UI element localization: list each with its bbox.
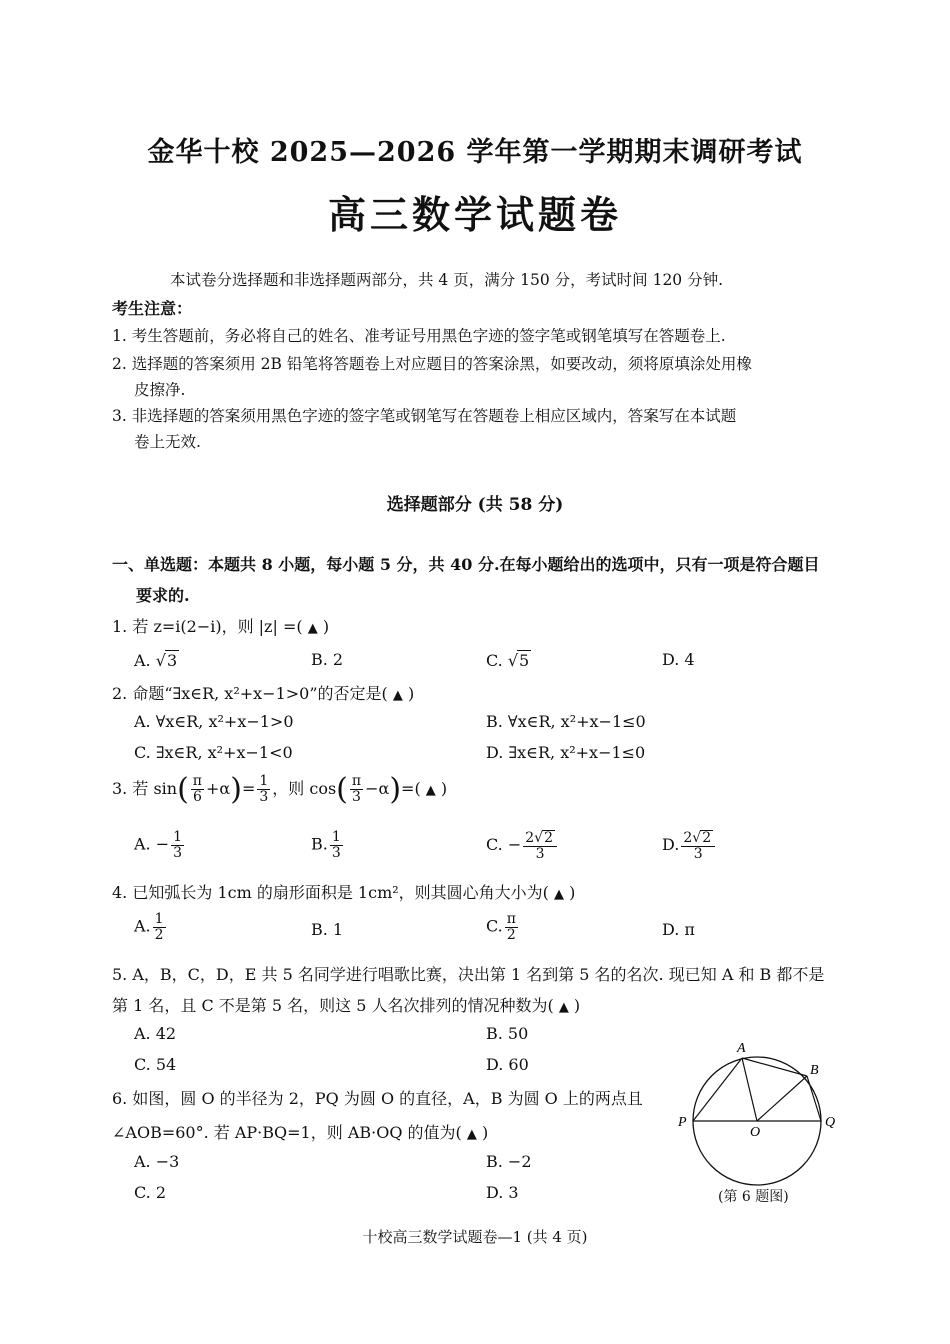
page-footer: 十校高三数学试题卷—1 (共 4 页): [362, 1228, 588, 1246]
question-6-stem-cont: ∠AOB=60°. 若 AP·BQ=1，则 AB·OQ 的值为( ▲ ): [112, 1123, 489, 1142]
q5-option-a: A. 42: [134, 1024, 177, 1043]
answer-mark: ▲: [558, 1000, 569, 1015]
q3-option-c: C. − $\frac{2√2}{3}$: [486, 830, 559, 861]
q2-option-a: A. ∀x∈R, x²+x−1>0: [134, 712, 294, 731]
segment-ab: [742, 1058, 807, 1076]
q6-option-c: C. 2: [134, 1183, 167, 1202]
fraction: $\frac{\pi}{6}$: [192, 773, 202, 805]
q2-option-b: B. ∀x∈R, x²+x−1≤0: [486, 712, 646, 731]
q4-option-b: B. 1: [311, 920, 344, 939]
exam-title: 金华十校 2025—2026 学年第一学期期末调研考试: [147, 137, 803, 168]
notice-item-3: 3. 非选择题的答案须用黑色字迹的签字笔或钢笔写在答题卷上相应区域内，答案写在本试题: [112, 407, 737, 425]
part1-heading: 一、单选题：本题共 8 小题，每小题 5 分，共 40 分.在每小题给出的选项中，只有一项是符合题目: [112, 555, 820, 574]
question-3-stem: 3. 若 sin( $\frac{\pi}{6}$ +α)= $\frac{1}{3}$ ，则 cos( $\frac{\pi}{3}$ −α)=( ▲ ): [112, 772, 448, 807]
question-4-stem: 4. 已知弧长为 1cm 的扇形面积是 1cm²，则其圆心角大小为( ▲ ): [112, 883, 576, 902]
q1-option-a: A. √3: [134, 651, 178, 670]
q4-option-d: D. π: [662, 920, 695, 939]
q5-option-b: B. 50: [486, 1024, 529, 1043]
q3-option-a: A. − $\frac{1}{3}$: [134, 829, 183, 861]
answer-mark: ▲: [425, 783, 436, 798]
notice-item-2: 2. 选择题的答案须用 2B 铅笔将答题卷上对应题目的答案涂黑，如要改动，须将原填涂处用橡: [112, 355, 752, 373]
question-2-stem: 2. 命题“∃x∈R, x²+x−1>0”的否定是( ▲ ): [112, 684, 415, 703]
notice-heading: 考生注意：: [112, 299, 193, 318]
q1-option-c: C. √5: [486, 651, 530, 670]
q2-option-c: C. ∃x∈R, x²+x−1<0: [134, 743, 293, 762]
fraction: $\frac{1}{3}$: [259, 773, 269, 805]
label-b: B: [810, 1063, 819, 1078]
segment-bq: [807, 1076, 821, 1121]
fraction: $\frac{\pi}{3}$: [351, 773, 362, 805]
exam-subtitle: 高三数学试题卷: [327, 192, 622, 237]
question-6-stem: 6. 如图，圆 O 的半径为 2，PQ 为圆 O 的直径，A，B 为圆 O 上的两点且: [112, 1089, 643, 1108]
segment-ob: [757, 1076, 807, 1121]
label-q: Q: [825, 1115, 836, 1130]
segment-ao: [742, 1058, 757, 1121]
section-title: 选择题部分 (共 58 分): [386, 495, 564, 515]
q3-option-d: D. $\frac{2√2}{3}$: [662, 830, 717, 861]
q4-option-a: A. $\frac{1}{2}$: [134, 911, 164, 943]
q6-option-d: D. 3: [486, 1183, 519, 1202]
part1-heading-cont: 要求的.: [136, 586, 190, 605]
question-1-stem: 1. 若 z=i(2−i)，则 |z| =( ▲ ): [112, 617, 330, 636]
question-5-stem: 5. A，B，C，D，E 共 5 名同学进行唱歌比赛，决出第 1 名到第 5 名的名次. 现已知 A 和 B 都不是: [112, 965, 825, 984]
notice-item-3-cont: 卷上无效.: [134, 433, 201, 451]
figure-caption: (第 6 题图): [718, 1189, 789, 1205]
q3-option-b: B. $\frac{1}{3}$: [311, 829, 341, 861]
q5-option-c: C. 54: [134, 1055, 177, 1074]
intro-text: 本试卷分选择题和非选择题两部分，共 4 页，满分 150 分，考试时间 120 分钟.: [170, 271, 724, 289]
circle-figure: [672, 1036, 852, 1186]
q1-option-b: B. 2: [311, 650, 344, 669]
answer-mark: ▲: [392, 688, 403, 703]
notice-item-2-cont: 皮擦净.: [134, 381, 186, 399]
q2-option-d: D. ∃x∈R, x²+x−1≤0: [486, 743, 646, 762]
answer-mark: ▲: [307, 621, 318, 636]
q6-option-a: A. −3: [134, 1152, 180, 1171]
label-o: O: [750, 1125, 761, 1140]
q4-option-c: C. $\frac{\pi}{2}$: [486, 911, 516, 943]
q6-option-b: B. −2: [486, 1152, 532, 1171]
segment-pa: [693, 1058, 742, 1121]
notice-item-1: 1. 考生答题前，务必将自己的姓名、准考证号用黑色字迹的签字笔或钢笔填写在答题卷上.: [112, 327, 726, 345]
question-5-stem-cont: 第 1 名，且 C 不是第 5 名，则这 5 人名次排列的情况种数为( ▲ ): [112, 996, 581, 1015]
answer-mark: ▲: [466, 1127, 477, 1142]
q5-option-d: D. 60: [486, 1055, 529, 1074]
answer-mark: ▲: [554, 887, 564, 902]
label-p: P: [678, 1115, 687, 1130]
label-a: A: [737, 1041, 746, 1056]
q1-option-d: D. 4: [662, 650, 695, 669]
